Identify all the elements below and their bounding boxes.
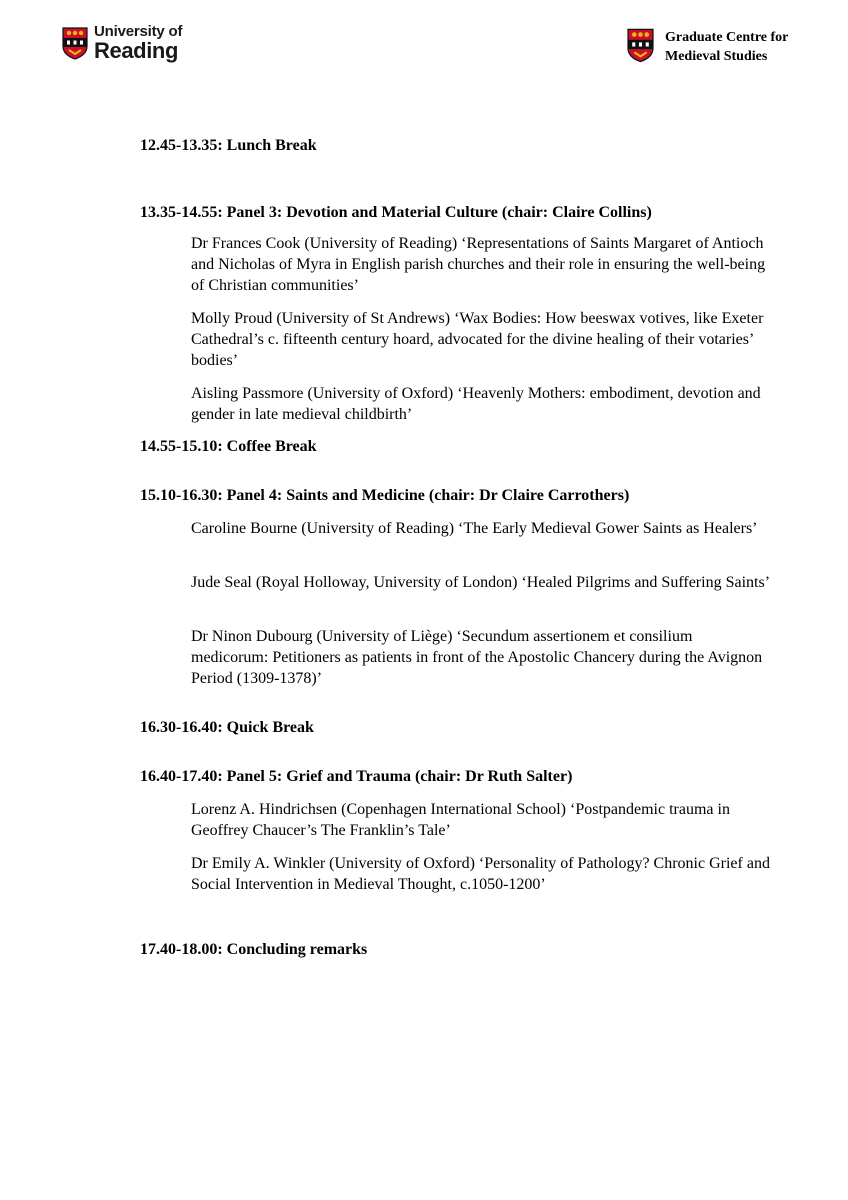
graduate-centre-logo — [627, 28, 788, 66]
slot-title-quick-break: 16.30-16.40: Quick Break — [140, 719, 314, 736]
slot-title-coffee-break: 14.55-15.10: Coffee Break — [140, 438, 317, 455]
logo-line-2: Reading — [94, 38, 178, 63]
logo-line-1: University of — [94, 23, 183, 40]
slot-title-panel-4: 15.10-16.30: Panel 4: Saints and Medicine (chair: Dr Claire Carrothers) — [140, 487, 630, 504]
talk-item: Lorenz A. Hindrichsen (Copenhagen International School) ‘Postpandemic trauma in Geoffrey Chaucer’s The Franklin’s Tale’ — [191, 801, 730, 839]
talk-item: Molly Proud (University of St Andrews) ‘Wax Bodies: How beeswax votives, like Exeter Cathedral’s c. fifteenth century hoard, advocated for the divine healing of their votaries’ bodies’ — [191, 310, 764, 369]
university-crest-icon — [62, 27, 88, 60]
talk-item: Dr Ninon Dubourg (University of Liège) ‘Secundum assertionem et consilium medicorum: Petitioners as patients in front of the Apostolic Chancery during the Avignon Period (1309-1378)’ — [191, 628, 763, 687]
talk-item: Jude Seal (Royal Holloway, University of London) ‘Healed Pilgrims and Suffering Saints’ — [191, 574, 771, 591]
talk-item: Dr Frances Cook (University of Reading) ‘Representations of Saints Margaret of Antioch and Nicholas of Myra in English parish churches and their role in ensuring the well-being of Christian communities’ — [191, 235, 766, 294]
centre-name-line-2: Medieval Studies — [665, 49, 768, 64]
university-crest-icon — [627, 28, 654, 63]
slot-title-panel-3: 13.35-14.55: Panel 3: Devotion and Material Culture (chair: Claire Collins) — [140, 204, 652, 221]
talk-item: Caroline Bourne (University of Reading) ‘The Early Medieval Gower Saints as Healers’ — [191, 520, 758, 537]
talk-item: Aisling Passmore (University of Oxford) ‘Heavenly Mothers: embodiment, devotion and gender in late medieval childbirth’ — [191, 385, 761, 423]
slot-title-panel-5: 16.40-17.40: Panel 5: Grief and Trauma (chair: Dr Ruth Salter) — [140, 768, 573, 785]
slot-title-concluding-remarks: 17.40-18.00: Concluding remarks — [140, 941, 368, 958]
university-of-reading-logo — [62, 24, 182, 62]
talk-item: Dr Emily A. Winkler (University of Oxford) ‘Personality of Pathology? Chronic Grief and Social Intervention in Medieval Thought, c.1050-1200’ — [191, 855, 770, 893]
centre-name-line-1: Graduate Centre for — [665, 30, 789, 45]
slot-title-lunch-break: 12.45-13.35: Lunch Break — [140, 137, 317, 154]
